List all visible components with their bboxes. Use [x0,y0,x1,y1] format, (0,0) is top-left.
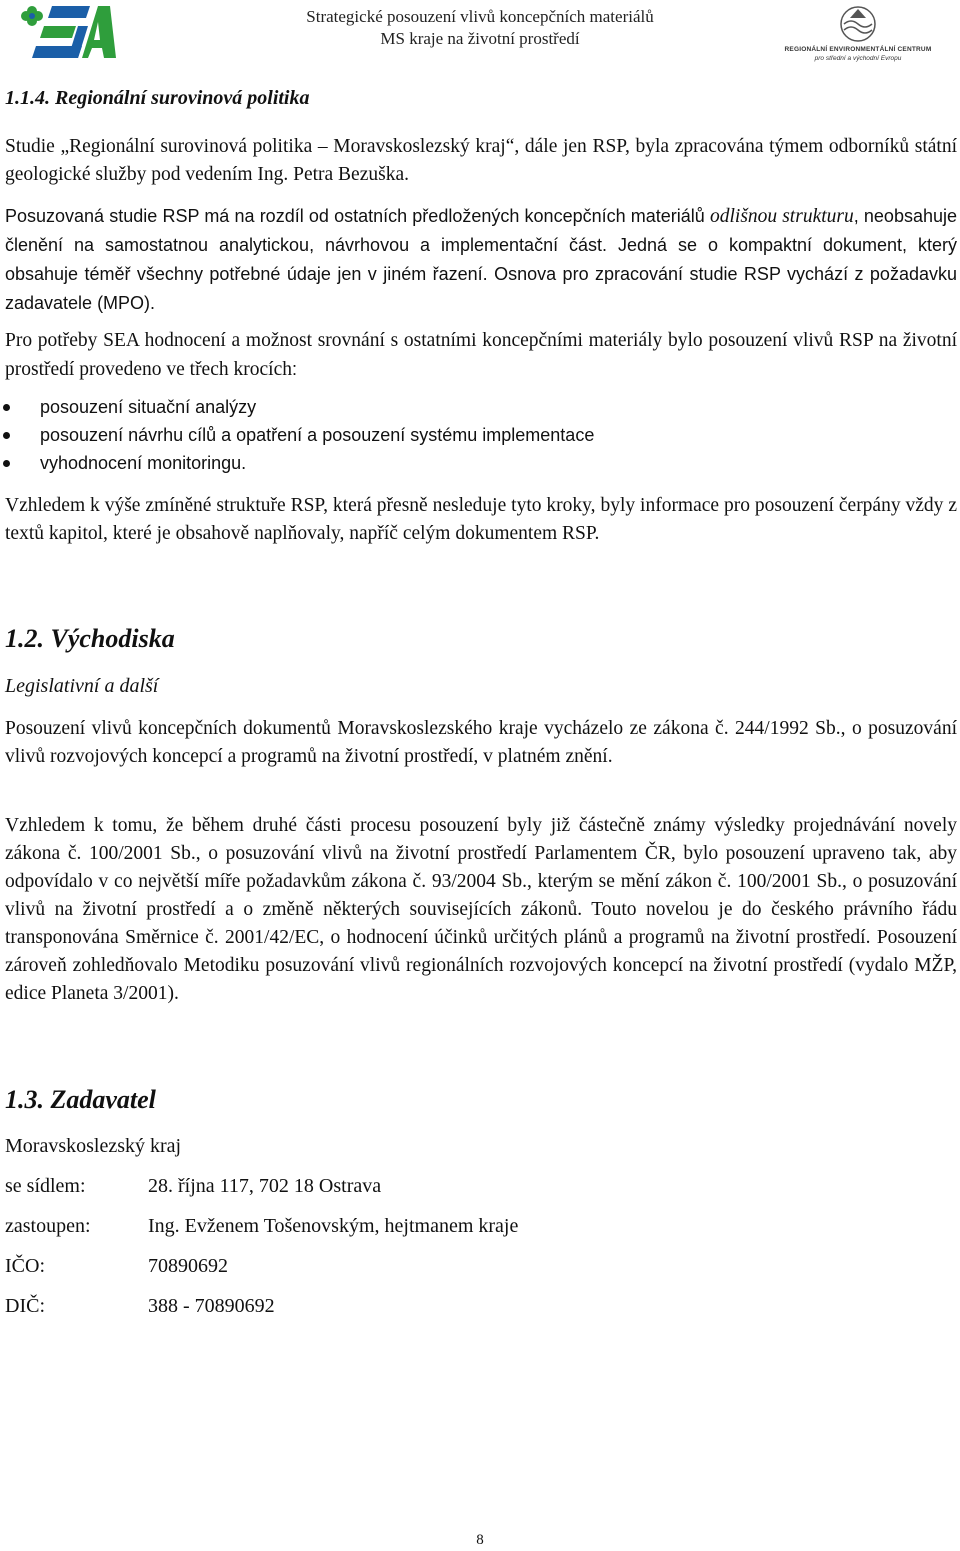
dic-value: 388 - 70890692 [148,1295,275,1317]
ico-value: 70890692 [148,1255,228,1277]
represented-value: Ing. Evženem Tošenovským, hejtmanem kraje [148,1215,519,1237]
subheading-legislative: Legislativní a další [5,675,159,697]
authority-name: Moravskoslezský kraj [5,1135,182,1157]
list-item [0,393,950,421]
seat-value: 28. října 117, 702 18 Ostrava [148,1175,382,1197]
ico-label: IČO: [5,1255,45,1277]
page-number: 8 [476,1532,484,1548]
list-item-text: vyhodnocení monitoringu. [40,453,247,473]
section-heading-1-1-4: 1.1.4. Regionální surovinová politika [5,87,310,109]
p3-colon: : [291,359,297,379]
rec-logo-tagline: pro střední a východní Evropu [814,55,902,62]
rec-logo [778,4,938,64]
list-item-text: posouzení návrhu cílů a opatření a posouzení systému implementace [40,425,595,445]
paragraph-rsp-structure [5,202,957,318]
dic-label: DIČ: [5,1295,45,1317]
section-heading-1-3: 1.3. Zadavatel [5,1085,156,1114]
bullet-icon [3,460,10,467]
seat-label: se sídlem: [5,1175,86,1197]
represented-label: zastoupen: [5,1215,91,1237]
bullet-icon [3,404,10,411]
section-heading-1-2: 1.2. Východiska [5,624,175,653]
paragraph-sea-steps [5,327,957,384]
p2-emphasis: odlišnou strukturu [710,206,854,227]
rec-logo-name: REGIONÁLNÍ ENVIRONMENTÁLNÍ CENTRUM [784,46,932,53]
paragraph-law-amendment: Vzhledem k tomu, že během druhé části procesu posouzení byly již částečně známy výsledky projednávání novely zákona č. 100/2001 Sb., o posuzování vlivů na životní prostředí Parlamentem ČR, bylo posouzení upraveno tak, aby odpovídalo v co největší míře požadavkům zákona č. 93/2004 Sb., kterým se mění zákon č. 100/2001 Sb., o posuzování vlivů na životní prostředí a o změně některých souvisejících zákonů. Touto novelou je do českého právního řádu transponována Směrnice č. 2001/42/EC, o hodnocení účinků určitých plánů a programů na životní prostředí. Posouzení zároveň zohledňovalo Metodiku posuzování vlivů regionálních rozvojových koncepcí na životní prostředí (vydalo MŽP, edice Planeta 3/2001). [5,815,957,1004]
paragraph-law-244: Posouzení vlivů koncepčních dokumentů Moravskoslezského kraje vycházelo ze zákona č. 244/1992 Sb., o posuzování vlivů rozvojových koncepcí a programů na životní prostředí, v platném znění. [5,718,957,767]
list-item [0,421,950,449]
p3-text: Pro potřeby SEA hodnocení a možnost srovnání s ostatními koncepčními materiály bylo posouzení vlivů RSP na životní prostředí provedeno ve třech krocích [5,330,957,380]
paragraph-rsp-sources: Vzhledem k výše zmíněné struktuře RSP, která přesně nesleduje tyto kroky, byly informace pro posouzení čerpány vždy z textů kapitol, které je obsahově naplňovaly, napříč celým dokumentem RSP. [5,495,957,544]
list-item-text: posouzení situační analýzy [40,397,257,417]
bullet-icon [3,432,10,439]
list-item [0,449,950,477]
paragraph-rsp-intro: Studie „Regionální surovinová politika – Moravskoslezský kraj“, dále jen RSP, byla zpracována týmem odborníků státní geologické služby pod vedením Ing. Petra Bezuška. [5,136,957,185]
steps-list [0,393,950,477]
p2-text-end: , neobsahuje členění na samostatnou analytickou, návrhovou a implementační část. Jedná se o kompaktní dokument, který obsahuje téměř všechny potřebné údaje jen v jiném řazení. Osnova pro zpracování studie RSP vychází z požadavku zadavatele (MPO). [5,206,957,313]
rec-emblem-icon [778,4,938,46]
header-title-line1: Strategické posouzení vlivů koncepčních materiálů [306,7,654,26]
p2-text-start: Posuzovaná studie RSP má na rozdíl od ostatních předložených koncepčních materiálů [5,206,710,226]
header-title-line2: MS kraje na životní prostředí [380,29,580,48]
